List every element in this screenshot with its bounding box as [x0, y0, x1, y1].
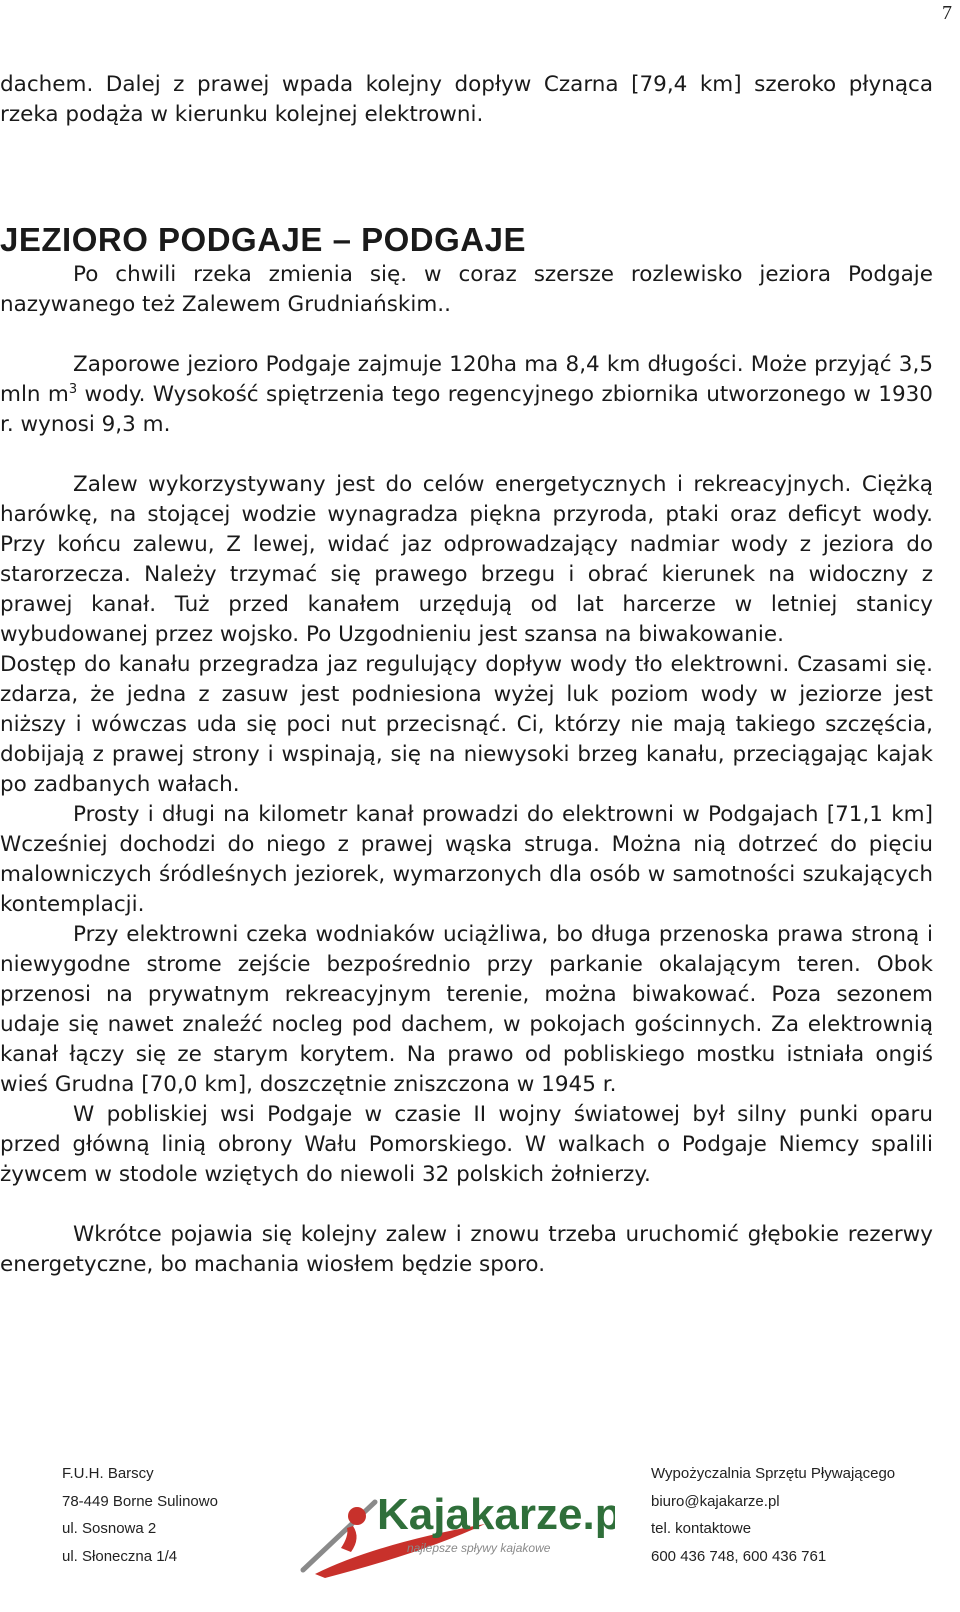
footer-phone-label: tel. kontaktowe: [651, 1520, 752, 1537]
document-body: [0, 70, 933, 1280]
logo-tagline: najlepsze spływy kajakowe: [407, 1541, 551, 1555]
section-heading: JEZIORO PODGAJE – PODGAJE: [0, 221, 526, 258]
paragraph-8: Wkrótce pojawia się kolejny zalew i znowu trzeba uruchomić głębokie rezerwy energetyczne, bo machania wiosłem będzie sporo.: [0, 1222, 933, 1277]
logo-text: Kajakarze.pl: [377, 1490, 615, 1539]
footer-company-info: [62, 1460, 218, 1570]
paragraph-2: [0, 350, 933, 440]
paragraph-1: Po chwili rzeka zmienia się. w coraz szersze rozlewisko jeziora Podgaje nazywanego też Zalewem Grudniańskim..: [0, 262, 933, 317]
paragraph-7: W pobliskiej wsi Podgaje w czasie II wojny światowej był silny punki oparu przed główną linią obrony Wału Pomorskiego. W walkach o Podgaje Niemcy spalili żywcem w stodole wziętych do niewoli 32 polskich żołnierzy.: [0, 1102, 933, 1187]
paragraph-2-part-a: Zaporowe jezioro Podgaje zajmuje 120ha ma 8,4 km długości. Może przyjąć 3,5 mln m: [0, 352, 933, 407]
superscript-3: 3: [68, 381, 78, 397]
paragraph-4: Dostęp do kanału przegradza jaz regulujący dopływ wody tło elektrowni. Czasami się. zdarza, że jedna z zasuw jest podniesiona wyżej luk poziom wody w jeziorze jest niższy i wówczas uda się poci nut przecisnąć. Ci, którzy nie mają takiego szczęścia, dobijają z prawej strony i wspinają, się na niewysoki brzeg kanału, przeciągając kajak po zadbanych wałach.: [0, 652, 933, 797]
footer-email: biuro@kajakarze.pl: [651, 1492, 780, 1510]
footer-postal-code: 78-449 Borne Sulinowo: [62, 1492, 218, 1510]
kayak-paddler-icon: [295, 1474, 615, 1594]
paragraph-intro: dachem. Dalej z prawej wpada kolejny dopływ Czarna [79,4 km] szeroko płynąca rzeka podąża w kierunku kolejnej elektrowni.: [0, 72, 933, 127]
paragraph-6: Przy elektrowni czeka wodniaków uciążliwa, bo długa przenoska prawa stroną i niewygodne strome zejście bezpośrednio przy parkanie okalającym teren. Obok przenosi na prywatnym rekreacyjnym terenie, można biwakować. Poza sezonem udaje się nawet znaleźć nocleg pod dachem, w pokojach gościnnych. Za elektrownią kanał łączy się ze starym korytem. Na prawo od pobliskiego mostku istniała ongiś wieś Grudna [70,0 km], doszczętnie zniszczona w 1945 r.: [0, 922, 933, 1097]
footer-company-name: F.U.H. Barscy: [62, 1465, 154, 1482]
page-footer: [0, 1460, 960, 1612]
footer-service-name: Wypożyczalnia Sprzętu Pływającego: [651, 1465, 896, 1482]
paragraph-5: Prosty i długi na kilometr kanał prowadzi do elektrowni w Podgajach [71,1 km] Wcześniej dochodzi do niego z prawej wąska struga. Można nią dotrzeć do pięciu malowniczych śródleśnych jeziorek, wymarzonych dla osób w samotności szukających kontemplacji.: [0, 802, 933, 917]
page-number: 7: [942, 2, 952, 24]
paragraph-2-part-b: wody. Wysokość spiętrzenia tego regencyjnego zbiornika utworzonego w 1930 r. wynosi 9,3 m.: [0, 382, 933, 437]
kajakarze-logo: [295, 1474, 615, 1594]
footer-contact-info: [651, 1460, 895, 1570]
paragraph-3: Zalew wykorzystywany jest do celów energetycznych i rekreacyjnych. Ciężką harówkę, na stojącej wodzie wynagradza piękna przyroda, ptaki oraz deficyt wody. Przy końcu zalewu, Z lewej, widać jaz odprowadzający nadmiar wody z jeziora do starorzecza. Należy trzymać się prawego brzegu i obrać kierunek na widoczny z prawej kanał. Tuż przed kanałem urzędują od lat harcerze w letniej stanicy wybudowanej przez wojsko. Po Uzgodnieniu jest szansa na biwakowanie.: [0, 472, 933, 647]
footer-address-2: ul. Słoneczna 1/4: [62, 1547, 178, 1565]
footer-address-1: ul. Sosnowa 2: [62, 1520, 157, 1537]
footer-phone-numbers: 600 436 748, 600 436 761: [651, 1547, 827, 1565]
